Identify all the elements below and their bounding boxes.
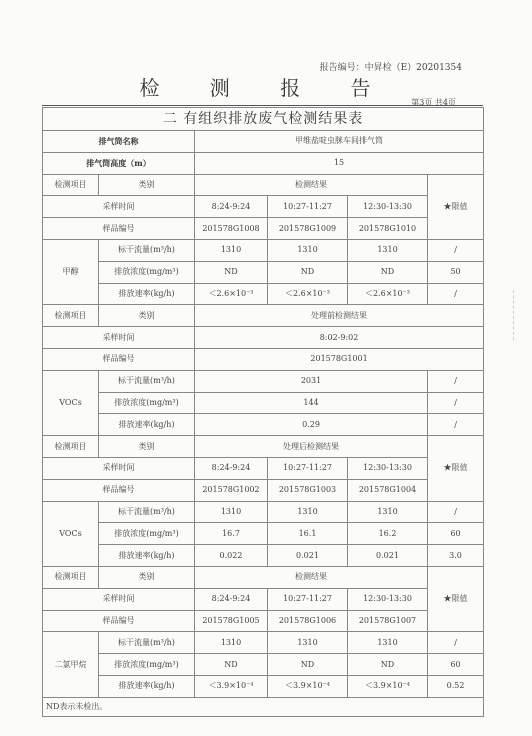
table-row [43, 305, 484, 327]
time-value: 8:24-9:24 [195, 457, 268, 479]
outlet-height-row [43, 152, 484, 174]
cell-value: 1310 [348, 239, 428, 261]
time-value: 10:27-11:27 [268, 196, 348, 218]
table-row [43, 327, 484, 349]
emission-results-table [42, 107, 484, 717]
time-value: 10:27-11:27 [268, 457, 348, 479]
outlet-name-label: 排气筒名称 [43, 131, 195, 153]
cell-value: 16.1 [268, 523, 348, 545]
project-label: 检测项目 [43, 566, 99, 588]
time-label: 采样时间 [43, 457, 195, 479]
table-row [43, 523, 484, 545]
limit-label: ★限值 [428, 566, 484, 631]
sample-id: 201578G1004 [348, 479, 428, 501]
table-row [43, 479, 484, 501]
cell-value: 1310 [268, 501, 348, 523]
sample-id: 201578G1001 [195, 348, 484, 370]
time-label: 采样时间 [43, 327, 195, 349]
cell-value: 1310 [348, 632, 428, 654]
sample-id: 201578G1005 [195, 610, 268, 632]
time-value: 12:30-13:30 [348, 457, 428, 479]
sample-id: 201578G1007 [348, 610, 428, 632]
table-row [43, 174, 484, 196]
param-label: 排放速率(kg/h) [99, 675, 195, 697]
limit-value: / [428, 392, 484, 414]
project-label: 检测项目 [43, 305, 99, 327]
table-row [43, 239, 484, 261]
param-label: 标干流量(m³/h) [99, 370, 195, 392]
limit-value: 50 [428, 261, 484, 283]
title-rule [42, 105, 483, 106]
cell-value: ＜3.9×10⁻⁴ [268, 675, 348, 697]
report-title: 检 测 报 告 [139, 76, 393, 100]
cell-value: 0.022 [195, 545, 268, 567]
section-title: 二 有组织排放废气检测结果表 [43, 108, 484, 131]
result-label: 检测结果 [195, 174, 428, 196]
cell-value: 1310 [268, 239, 348, 261]
outlet-name-value: 甲维盐啶虫脒车间排气筒 [195, 131, 484, 153]
table-row [43, 566, 484, 588]
table-row [43, 675, 484, 697]
table-row [43, 654, 484, 676]
table-row [43, 283, 484, 305]
param-label: 排放速率(kg/h) [99, 545, 195, 567]
sample-id: 201578G1002 [195, 479, 268, 501]
param-label: 排放浓度(mg/m³) [99, 261, 195, 283]
project-label: 检测项目 [43, 436, 99, 458]
cell-value: ＜2.6×10⁻³ [348, 283, 428, 305]
section-title-row [43, 108, 484, 131]
cell-value: 0.021 [268, 545, 348, 567]
param-label: 排放浓度(mg/m³) [99, 392, 195, 414]
time-value: 12:30-13:30 [348, 196, 428, 218]
cell-value: ＜3.9×10⁻⁴ [195, 675, 268, 697]
result-label: 处理前检测结果 [195, 305, 484, 327]
project-label: 检测项目 [43, 174, 99, 196]
table-row [43, 457, 484, 479]
cell-value: 16.7 [195, 523, 268, 545]
table-row [43, 501, 484, 523]
param-label: 排放浓度(mg/m³) [99, 654, 195, 676]
outlet-height-value: 15 [195, 152, 484, 174]
param-label: 排放速率(kg/h) [99, 414, 195, 436]
cell-value: 1310 [348, 501, 428, 523]
cell-value: ＜2.6×10⁻³ [268, 283, 348, 305]
table-row [43, 632, 484, 654]
cell-value: 1310 [268, 632, 348, 654]
limit-value: 60 [428, 523, 484, 545]
page-info: 第3页 共4页 [411, 98, 456, 107]
table-row [43, 370, 484, 392]
limit-value: / [428, 370, 484, 392]
time-label: 采样时间 [43, 588, 195, 610]
report-number: 报告编号：中昇检（E）20201354 [319, 63, 462, 73]
limit-value: / [428, 414, 484, 436]
sample-id: 201578G1003 [268, 479, 348, 501]
limit-label: ★限值 [428, 174, 484, 239]
table-row [43, 588, 484, 610]
sample-label: 样品编号 [43, 610, 195, 632]
limit-value: 3.0 [428, 545, 484, 567]
table-row [43, 261, 484, 283]
table-row [43, 348, 484, 370]
cell-value: ＜3.9×10⁻⁴ [348, 675, 428, 697]
category-label: 类别 [99, 566, 195, 588]
sample-id: 201578G1008 [195, 218, 268, 240]
sample-label: 样品编号 [43, 479, 195, 501]
footnote: ND表示未检出。 [43, 697, 484, 716]
param-label: 标干流量(m³/h) [99, 501, 195, 523]
sample-label: 样品编号 [43, 218, 195, 240]
param-label: 排放速率(kg/h) [99, 283, 195, 305]
limit-value: 0.52 [428, 675, 484, 697]
pollutant-name: 甲醇 [43, 239, 99, 304]
cell-value: ＜2.6×10⁻³ [195, 283, 268, 305]
cell-value: 0.29 [195, 414, 428, 436]
cell-value: ND [195, 261, 268, 283]
time-value: 8:24-9:24 [195, 196, 268, 218]
result-label: 处理后检测结果 [195, 436, 428, 458]
sample-label: 样品编号 [43, 348, 195, 370]
outlet-name-row [43, 131, 484, 153]
footnote-row [43, 697, 484, 716]
param-label: 排放浓度(mg/m³) [99, 523, 195, 545]
time-label: 采样时间 [43, 196, 195, 218]
result-label: 检测结果 [195, 566, 428, 588]
sample-id: 201578G1009 [268, 218, 348, 240]
cell-value: ND [195, 654, 268, 676]
table-row [43, 610, 484, 632]
cell-value: ND [348, 261, 428, 283]
table-row [43, 436, 484, 458]
limit-value: / [428, 632, 484, 654]
cell-value: 1310 [195, 501, 268, 523]
cell-value: 144 [195, 392, 428, 414]
sample-id: 201578G1006 [268, 610, 348, 632]
cell-value: ND [348, 654, 428, 676]
time-value: 12:30-13:30 [348, 588, 428, 610]
category-label: 类别 [99, 305, 195, 327]
cell-value: ND [268, 654, 348, 676]
table-row [43, 545, 484, 567]
outlet-height-label: 排气筒高度（m） [43, 152, 195, 174]
cell-value: 0.021 [348, 545, 428, 567]
param-label: 标干流量(m³/h) [99, 239, 195, 261]
table-row [43, 218, 484, 240]
cell-value: 16.2 [348, 523, 428, 545]
time-value: 10:27-11:27 [268, 588, 348, 610]
limit-value: / [428, 283, 484, 305]
category-label: 类别 [99, 436, 195, 458]
page-fold-mark [513, 290, 532, 340]
pollutant-name: VOCs [43, 501, 99, 566]
table-row [43, 392, 484, 414]
limit-value: 60 [428, 654, 484, 676]
table-row [43, 414, 484, 436]
time-value: 8:24-9:24 [195, 588, 268, 610]
cell-value: 1310 [195, 632, 268, 654]
pollutant-name: 二氯甲烷 [43, 632, 99, 697]
table-row [43, 196, 484, 218]
pollutant-name: VOCs [43, 370, 99, 435]
param-label: 标干流量(m³/h) [99, 632, 195, 654]
sample-id: 201578G1010 [348, 218, 428, 240]
category-label: 类别 [99, 174, 195, 196]
limit-value: / [428, 501, 484, 523]
cell-value: ND [268, 261, 348, 283]
cell-value: 2031 [195, 370, 428, 392]
time-value: 8:02-9:02 [195, 327, 484, 349]
cell-value: 1310 [195, 239, 268, 261]
limit-label: ★限值 [428, 436, 484, 501]
limit-value: / [428, 239, 484, 261]
